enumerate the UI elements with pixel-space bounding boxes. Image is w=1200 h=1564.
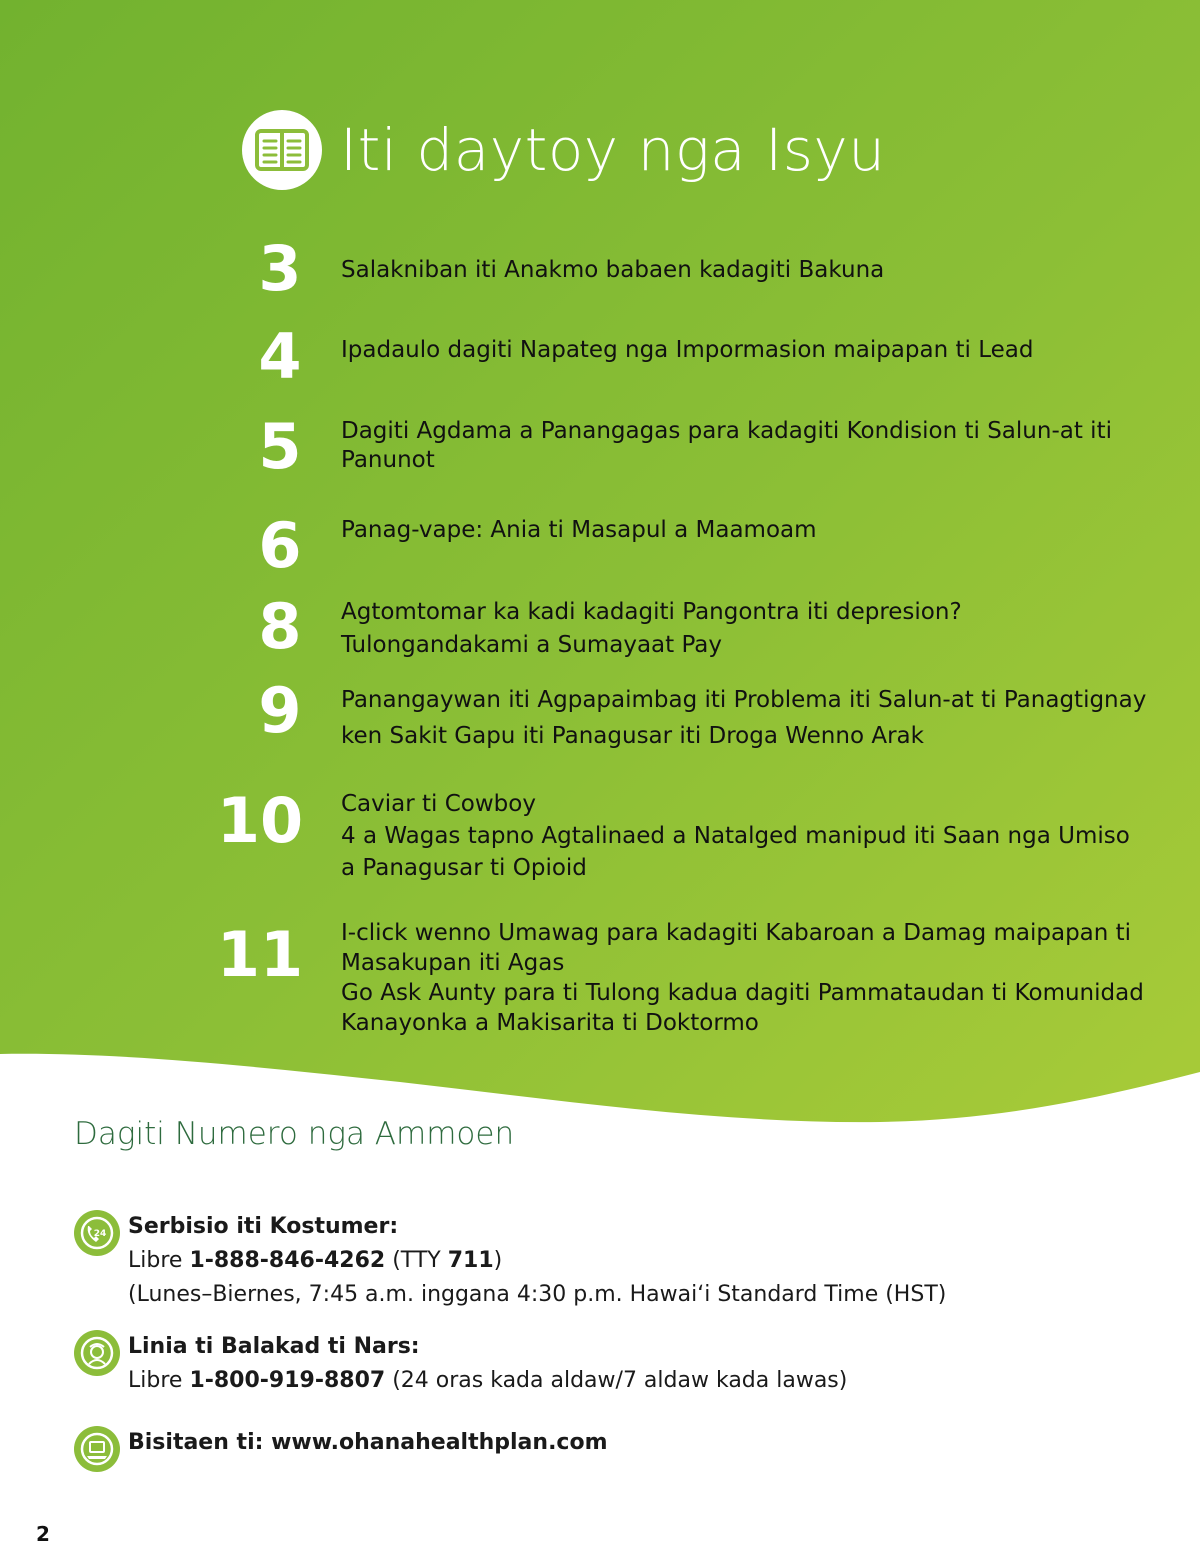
toc-page-number: 10 bbox=[216, 784, 304, 857]
toc-entry-line: Kanayonka a Makisarita ti Doktormo bbox=[341, 1010, 759, 1036]
toc-entry-line: I-click wenno Umawag para kadagiti Kabaroan a Damag maipapan ti bbox=[341, 920, 1132, 946]
toc-entry-line: Masakupan iti Agas bbox=[341, 950, 565, 976]
toc-entry-line: Panangaywan iti Agpapaimbag iti Problema iti Salun-at ti Panagtignay bbox=[341, 687, 1147, 713]
toc-entry-line: ken Sakit Gapu iti Panagusar iti Droga Wenno Arak bbox=[341, 723, 924, 749]
toc-entry-line: Dagiti Agdama a Panangagas para kadagiti Kondision ti Salun-at iti bbox=[341, 418, 1112, 444]
toc-entry-line: Salakniban iti Anakmo babaen kadagiti Bakuna bbox=[341, 257, 885, 283]
contact-phone-line bbox=[128, 1244, 946, 1278]
phone-24-icon bbox=[74, 1210, 120, 1256]
toc-page-number: 11 bbox=[216, 918, 304, 991]
contact-title: Serbisio iti Kostumer: bbox=[128, 1214, 399, 1239]
contact-title: Linia ti Balakad ti Nars: bbox=[128, 1334, 420, 1359]
svg-text:24: 24 bbox=[93, 1229, 107, 1239]
toc-entry[interactable] bbox=[341, 417, 1161, 475]
tty-label: (TTY bbox=[385, 1248, 448, 1273]
tty-number-link[interactable]: 711 bbox=[447, 1248, 494, 1273]
toc-page-number: 4 bbox=[258, 320, 302, 393]
toc-entry[interactable] bbox=[341, 516, 1161, 545]
page-title: Iti daytoy nga Isyu bbox=[340, 116, 886, 184]
toc-entry-line: Tulongandakami a Sumayaat Pay bbox=[341, 632, 723, 658]
toc-entry[interactable] bbox=[341, 682, 1161, 754]
nurse-icon bbox=[74, 1330, 120, 1376]
toc-entry-line: Go Ask Aunty para ti Tulong kadua dagiti Pammataudan ti Komunidad bbox=[341, 980, 1144, 1006]
issue-header bbox=[242, 108, 886, 192]
phone-number-link[interactable]: 1-800-919-8807 bbox=[189, 1368, 386, 1393]
section-heading: Dagiti Numero nga Ammoen bbox=[74, 1116, 515, 1152]
toc-entry-line: a Panagusar ti Opioid bbox=[341, 855, 587, 881]
toc-entry[interactable] bbox=[341, 256, 1161, 285]
toc-page-number: 3 bbox=[258, 232, 302, 305]
tty-close: ) bbox=[493, 1248, 503, 1273]
toc-entry[interactable] bbox=[341, 596, 1161, 662]
contact-hours: (Lunes–Biernes, 7:45 a.m. inggana 4:30 p.m. Hawaiʻi Standard Time (HST) bbox=[128, 1282, 947, 1307]
toc-entry[interactable] bbox=[341, 336, 1161, 365]
phone-number-link[interactable]: 1-888-846-4262 bbox=[189, 1248, 386, 1273]
toc-entry[interactable] bbox=[341, 918, 1161, 1038]
free-label: Libre bbox=[128, 1368, 190, 1393]
toc-page-number: 8 bbox=[258, 590, 302, 663]
toc-page-number: 5 bbox=[258, 410, 302, 483]
free-label: Libre bbox=[128, 1248, 190, 1273]
page-number: 2 bbox=[36, 1522, 50, 1546]
toc-entry-line: 4 a Wagas tapno Agtalinaed a Natalged manipud iti Saan nga Umiso bbox=[341, 823, 1130, 849]
toc-page-number: 6 bbox=[258, 509, 302, 582]
toc-entry-line: Ipadaulo dagiti Napateg nga Impormasion maipapan ti Lead bbox=[341, 337, 1034, 363]
toc-entry[interactable] bbox=[341, 788, 1161, 884]
website-link[interactable]: Bisitaen ti: www.ohanahealthplan.com bbox=[128, 1430, 608, 1455]
toc-entry-line: Caviar ti Cowboy bbox=[341, 791, 536, 817]
contact-phone-line bbox=[128, 1364, 847, 1398]
laptop-icon bbox=[74, 1426, 120, 1472]
toc-entry-line: Panag-vape: Ania ti Masapul a Maamoam bbox=[341, 517, 817, 543]
toc-entry-line: Agtomtomar ka kadi kadagiti Pangontra iti depresion? bbox=[341, 599, 962, 625]
contact-hours: (24 oras kada aldaw/7 aldaw kada lawas) bbox=[385, 1368, 848, 1393]
open-book-icon bbox=[242, 110, 322, 190]
toc-entry-line: Panunot bbox=[341, 447, 435, 473]
toc-page-number: 9 bbox=[258, 674, 302, 747]
